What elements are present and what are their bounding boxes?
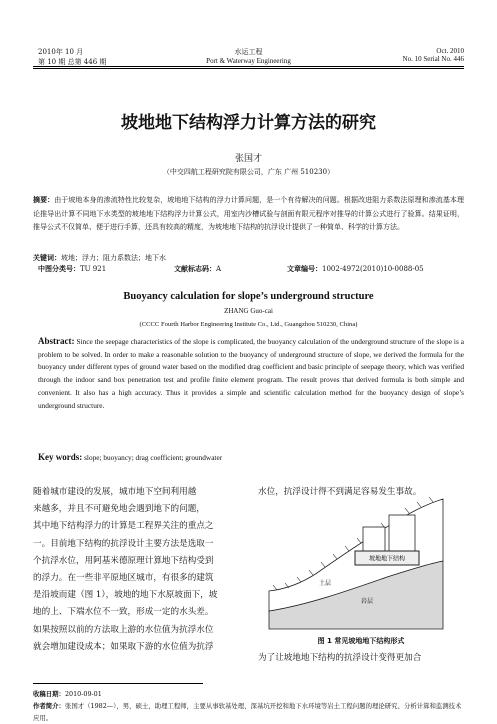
figure-slope-structure — [267, 493, 445, 631]
body-line: 随着城市建设的发展，城市地下空间利用越 — [33, 487, 197, 497]
body-line: 地的上、下端水位不一致，形成一定的水头差。 — [33, 607, 214, 618]
footnote-rule — [33, 683, 203, 684]
author-name: 张国才 — [234, 154, 262, 164]
header-month-en: Oct. 2010 — [436, 47, 464, 55]
body-line: 如果按照以前的方法取上游的水位值为抗浮水位 — [33, 624, 214, 635]
body-line: 的浮力。在一些非平原地区城市，有很多的建筑 — [33, 573, 214, 584]
clc-label: 中图分类号： — [38, 264, 80, 273]
body-line: 来越多，并且不可避免地会遇到地下的问题， — [33, 504, 205, 515]
body-line: 是沿坡而建（图 1），坡地的地下水原坡面下，坡 — [33, 590, 218, 601]
clc-number — [38, 264, 106, 274]
body-line: 个抗浮水位，用阿基米德原理计算地下结构受到 — [33, 555, 214, 566]
author-affiliation: （中交四航工程研究院有限公司，广东 广州 510230） — [162, 168, 335, 176]
keywords-en-text: slope; buoyancy; drag coefficient; groundwater — [84, 453, 223, 462]
affiliation-en: (CCCC Fourth Harbor Engineering Institute Co., Ltd., Guangzhou 510230, China) — [139, 321, 358, 328]
header-rule — [33, 66, 464, 67]
building-shape — [363, 527, 385, 553]
keywords-en — [38, 451, 464, 465]
header-issue-line: 第 10 期 总第 446 期 — [38, 58, 107, 66]
header-journal-cn: 水运工程 — [234, 48, 263, 56]
clc-value: TU 921 — [80, 265, 107, 273]
abstract-en-label: Abstract: — [38, 336, 75, 346]
label-soil: 土层 — [318, 580, 332, 587]
page-title: 坡地地下结构浮力计算方法的研究 — [121, 113, 376, 133]
document-code — [174, 264, 221, 274]
abstract-cn — [33, 193, 464, 235]
body-line: 其中地下结构浮力的计算是工程界关注的重点之 — [33, 521, 214, 532]
doc-code-label: 文献标志码： — [174, 264, 216, 273]
received-value: 2010-09-01 — [64, 690, 102, 698]
author-bio-label: 作者简介： — [33, 702, 65, 710]
keywords-text: 坡地；浮力；阻力系数法；地下水 — [61, 254, 166, 262]
label-underground-structure: 坡地地下结构 — [368, 555, 406, 563]
body-line: 一。目前地下结构的抗浮设计主要方法是选取一 — [33, 538, 214, 549]
abstract-en-text: Since the seepage characteristics of the slope is complicated, the buoyancy calculation of the underground structure of the slope is a problem to be solved. In order to make a reasonable solution to the buoyancy of underground structure of slope, we derived the formula for the buoyancy under different types of ground water based on the modified drag coefficient and basic principle of seepage theory, which was verified through the indoor sand box penetration test and profile finite element program. The result proves that derived formula is both simple and convenient. It also has a high accuracy. Thus it provides a simple and scientific calculation method for the buoyancy design of slope’s underground structure. — [38, 337, 464, 410]
keywords-label: 关键词： — [33, 253, 61, 262]
article-no-value: 1002-4972(2010)10-0088-05 — [322, 265, 424, 273]
figure-caption: 图 1 常见坡地地下结构形式 — [317, 637, 405, 645]
header-journal-en: Port & Waterway Engineering — [206, 57, 291, 65]
header-issue-en — [403, 47, 464, 63]
article-no-label: 文章编号： — [287, 264, 322, 273]
keywords-en-label: Key words: — [38, 452, 83, 462]
received-date — [33, 688, 464, 700]
author-name-en: ZHANG Guo-cai — [224, 307, 273, 315]
header-rule-thin — [33, 68, 464, 69]
author-bio-text: 张国才（1982—），男，硕士，助理工程师，主要从事软基处理、深基坑开挖和地下水环境等岩土工程问题的理论研究、分析计算和监测技术应用。 — [33, 702, 462, 722]
abstract-text: 由于坡地本身的渗流特性比较复杂，坡地地下结构的浮力计算问题，是一个有待解决的问题。根据改进阻力系数法原理和渗流基本理论推导出计算不同地下水类型的坡地地下结构浮力计算公式，用室内沙槽试验与剖面有限元程序对推导的计算公式进行了验算。结果证明，推导公式不仅简单、便于进行手算，还具有较高的精度，为坡地地下结构的抗浮设计提供了一种简单、科学的计算方法。 — [33, 196, 465, 231]
abstract-label: 摘要： — [33, 195, 55, 204]
footnote — [33, 688, 464, 724]
header-serial-en: No. 10 Serial No. 446 — [402, 55, 464, 63]
label-rock: 岩层 — [360, 598, 374, 605]
article-number — [287, 264, 424, 274]
body-right-top: 水位，抗浮设计得不到满足容易发生事故。 — [258, 487, 422, 497]
header-date-line: 2010年 10 月 — [38, 48, 84, 56]
body-left-column — [33, 484, 243, 656]
body-right-bottom: 为了让坡地地下结构的抗浮设计变得更加合 — [258, 653, 422, 663]
building-shape — [389, 515, 415, 551]
doc-code-value: A — [216, 265, 222, 273]
abstract-en — [38, 335, 464, 412]
title-en: Buoyancy calculation for slope’s underground structure — [123, 291, 374, 302]
body-line: 就会增加建设成本；如果取下游的水位值为抗浮 — [33, 641, 214, 652]
author-bio — [33, 700, 464, 724]
received-label: 收稿日期： — [33, 690, 65, 698]
